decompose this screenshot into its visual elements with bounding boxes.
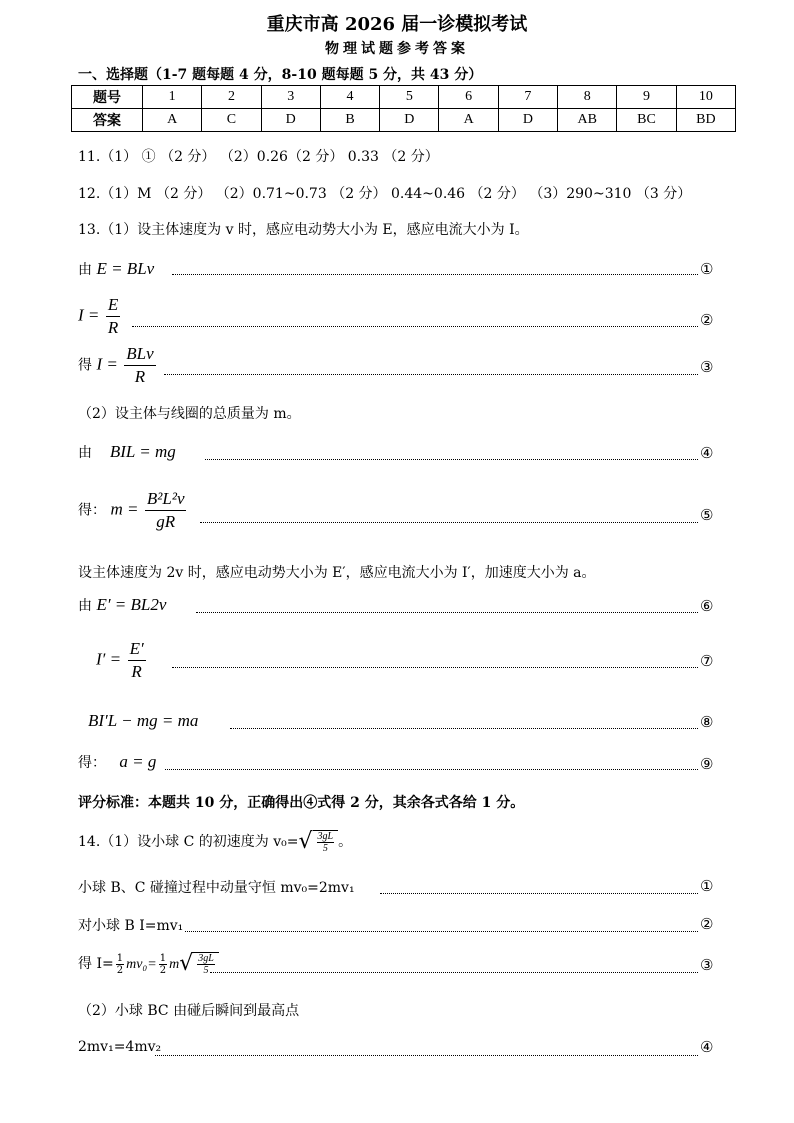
table-cell: 2 [202,86,261,109]
eq-prefix: 得 [78,357,92,374]
dot-leader [172,274,698,275]
sqrt-icon: √ [179,951,194,976]
dot-leader [172,667,698,668]
q12-answer: 12.（1）M （2 分） （2）0.71~0.73 （2 分） 0.44~0.46 （2 分） （3）290~310 （3 分） [78,186,692,202]
eq-prefix: 由 [78,262,92,278]
eq1-line [78,259,154,279]
eq-prefix: 由 [78,598,92,614]
marker-1: ① [700,260,714,278]
q13-intro2: 设主体速度为 2v 时，感应电动势大小为 E′，感应电流大小为 I′，加速度大小为 a。 [78,565,596,581]
fraction-numerator: E [106,296,120,317]
dot-leader [380,893,698,894]
q14-line3-prefix: 得 I= [78,956,114,972]
marker-1: ① [700,877,714,895]
table-row [72,86,736,109]
fraction-denominator: R [134,367,146,386]
q14-line4: 2mv₁=4mv₂ [78,1039,162,1055]
fraction-denominator: 5 [203,965,209,976]
table-cell: 4 [320,86,379,109]
half-fraction [159,953,167,976]
table-header-cell: 答案 [72,109,143,132]
q13-intro: 13.（1）设主体速度为 v 时，感应电动势大小为 E，感应电流大小为 I。 [78,222,529,238]
eq8: BI′L − mg = ma [88,711,199,730]
fraction-numerator: E′ [128,640,146,661]
fraction-denominator: R [131,662,142,681]
table-cell: 10 [676,86,735,109]
sqrt-fraction [317,831,335,854]
fraction-numerator: 1 [116,952,124,964]
eq-prefix: 由 [78,445,92,461]
table-row [72,109,736,132]
eq7-fraction [128,640,146,681]
marker-9: ⑨ [700,755,714,773]
table-cell: 7 [498,86,557,109]
eq9: a = g [119,752,157,771]
dot-leader [196,612,698,613]
dot-leader [132,326,698,327]
q14-intro [78,830,352,854]
fraction-denominator: R [107,318,119,337]
eq6: E′ = BL2v [96,595,167,614]
fraction-denominator: 2 [116,964,124,976]
table-header-cell: 题号 [72,86,143,109]
q14-line3-m: m [169,957,180,972]
eq8-line [88,711,198,731]
marker-4: ④ [700,444,714,462]
q14-line3-mid: mv₀= [126,957,157,972]
sqrt-icon: √ [298,829,313,854]
table-cell: A [439,109,498,132]
q14-intro-text: 14.（1）设小球 C 的初速度为 v₀= [78,834,299,850]
table-cell: BD [676,109,735,132]
eq3-fraction [124,345,155,386]
table-cell: 1 [143,86,202,109]
q14-line1: 小球 B、C 碰撞过程中动量守恒 mv₀=2mv₁ [78,880,355,896]
marker-4: ④ [700,1038,714,1056]
eq7-line [96,640,148,681]
eq6-line [78,595,166,615]
q14-intro-suffix: 。 [338,834,353,850]
table-cell: C [202,109,261,132]
eq-prefix: 得： [78,755,106,771]
eq2-lhs: I = [78,305,100,325]
fraction-denominator: gR [156,512,176,531]
eq2-fraction [106,296,120,337]
dot-leader [205,459,698,460]
q13-part2: （2）设主体与线圈的总质量为 m。 [78,406,301,422]
answer-table [71,85,736,132]
marker-3: ③ [700,358,714,376]
eq2-line [78,296,122,337]
marker-3: ③ [700,956,714,974]
half-fraction [116,953,124,976]
marker-6: ⑥ [700,597,714,615]
q14-part2: （2）小球 BC 由碰后瞬间到最高点 [78,1003,300,1019]
table-cell: 5 [380,86,439,109]
q14-line3 [78,952,219,976]
table-cell: A [143,109,202,132]
table-cell: 6 [439,86,498,109]
table-cell: D [380,109,439,132]
fraction-numerator: 1 [159,952,167,964]
scoring-standard: 评分标准：本题共 10 分，正确得出④式得 2 分，其余各式各给 1 分。 [78,795,525,811]
eq5-lhs: m = [110,499,139,519]
table-cell: 8 [558,86,617,109]
section-heading: 一、选择题（1-7 题每题 4 分，8-10 题每题 5 分，共 43 分） [78,67,483,83]
page-title: 重庆市高 2026 届一诊模拟考试 [266,14,528,35]
fraction-numerator: BLv [124,345,155,366]
eq5-line [78,490,188,531]
eq4: BIL = mg [109,442,176,461]
table-cell: BC [617,109,676,132]
dot-leader [210,972,698,973]
eq4-line [78,442,176,462]
page-subtitle: 物理试题参考答案 [325,41,469,57]
marker-7: ⑦ [700,652,714,670]
eq9-line [78,752,156,772]
dot-leader [185,931,698,932]
fraction-denominator: 5 [322,843,328,854]
eq-prefix: 得： [78,502,106,519]
dot-leader [164,374,698,375]
marker-2: ② [700,311,714,329]
fraction-numerator: 3gL [317,831,334,842]
eq3-line [78,345,158,386]
table-cell: 3 [261,86,320,109]
eq3-lhs: I = [96,354,118,374]
table-cell: D [261,109,320,132]
eq7-lhs: I′ = [96,649,122,669]
dot-leader [155,1055,698,1056]
sqrt-expression [299,830,339,854]
table-cell: AB [558,109,617,132]
marker-8: ⑧ [700,713,714,731]
table-cell: D [498,109,557,132]
dot-leader [230,728,698,729]
eq5-fraction [145,490,187,531]
table-cell: B [320,109,379,132]
fraction-denominator: 2 [159,964,167,976]
eq1: E = BLv [96,259,155,278]
dot-leader [200,522,698,523]
marker-2: ② [700,915,714,933]
dot-leader [165,769,698,770]
table-cell: 9 [617,86,676,109]
marker-5: ⑤ [700,506,714,524]
fraction-numerator: 3gL [198,953,214,964]
fraction-numerator: B²L²v [145,490,187,511]
q11-answer: 11.（1） ① （2 分） （2）0.26（2 分） 0.33 （2 分） [78,149,439,165]
q14-line2: 对小球 B I=mv₁ [78,918,184,934]
